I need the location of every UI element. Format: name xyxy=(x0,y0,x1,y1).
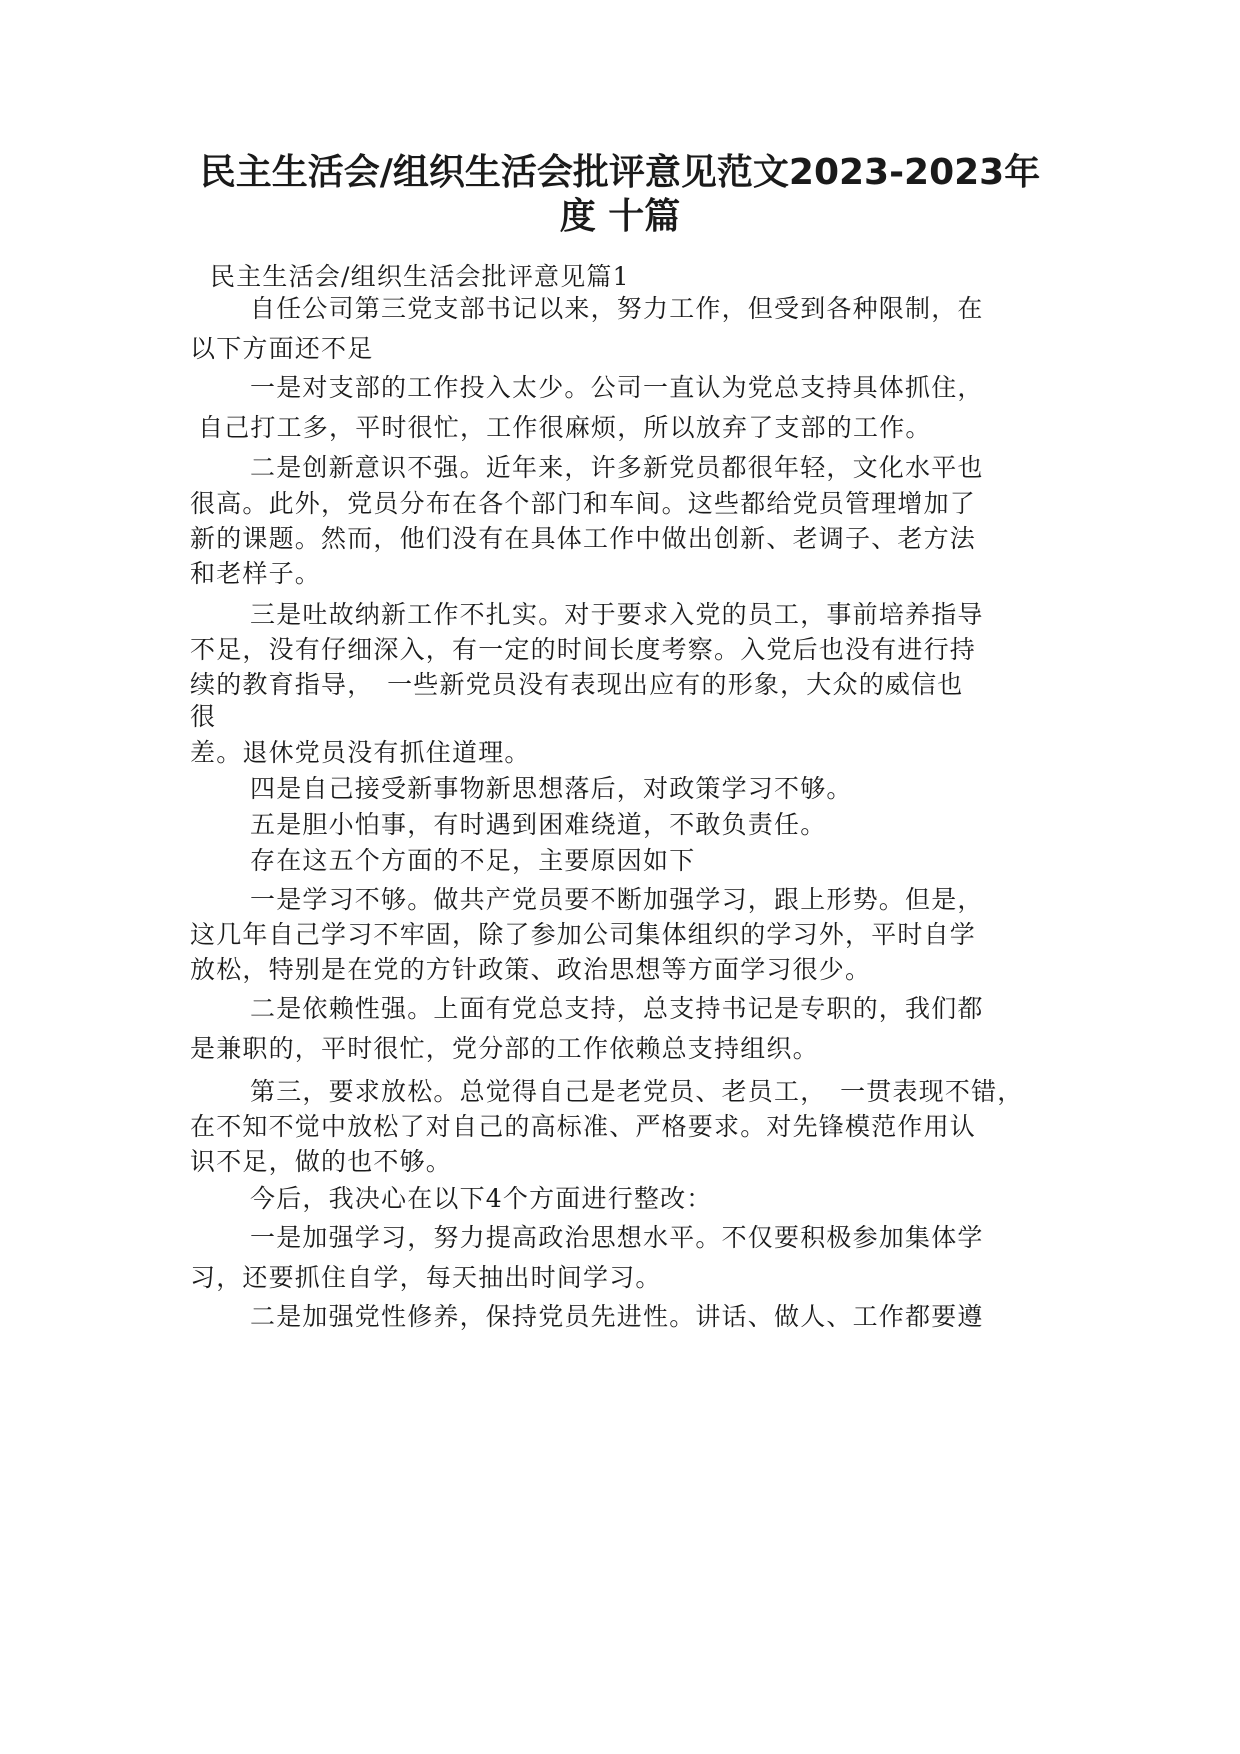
paragraph-line: 这几年自己学习不牢固，除了参加公司集体组织的学习外，平时自学 xyxy=(190,920,977,949)
paragraph-line: 一是加强学习，努力提高政治思想水平。不仅要积极参加集体学 xyxy=(250,1223,984,1252)
paragraph-line: 二是加强党性修养，保持党员先进性。讲话、做人、工作都要遵 xyxy=(250,1302,984,1331)
paragraph-line: 习，还要抓住自学，每天抽出时间学习。 xyxy=(190,1263,662,1292)
paragraph-line: 自任公司第三党支部书记以来，努力工作，但受到各种限制，在 xyxy=(250,294,984,323)
paragraph-line: 三是吐故纳新工作不扎实。对于要求入党的员工，事前培养指导 xyxy=(250,600,984,629)
paragraph-line: 是兼职的，平时很忙，党分部的工作依赖总支持组织。 xyxy=(190,1034,819,1063)
paragraph-line: 不足，没有仔细深入，有一定的时间长度考察。入党后也没有进行持 xyxy=(190,635,977,664)
section-heading: 民主生活会/组织生活会批评意见篇1 xyxy=(210,262,630,291)
paragraph-line: 一是对支部的工作投入太少。公司一直认为党总支持具体抓住， xyxy=(250,373,984,402)
paragraph-line: 第三，要求放松。总觉得自己是老党员、老员工， 一贯表现不错， xyxy=(250,1077,1024,1106)
paragraph-line: 二是创新意识不强。近年来，许多新党员都很年轻，文化水平也 xyxy=(250,453,984,482)
paragraph-line: 以下方面还不足 xyxy=(190,334,374,363)
paragraph-line: 今后，我决心在以下4个方面进行整改： xyxy=(250,1184,713,1213)
paragraph-line: 和老样子。 xyxy=(190,559,322,588)
paragraph-line: 很 xyxy=(190,702,217,731)
paragraph-line: 续的教育指导， 一些新党员没有表现出应有的形象，大众的威信也 xyxy=(190,670,964,699)
paragraph-line: 在不知不觉中放松了对自己的高标准、严格要求。对先锋模范作用认 xyxy=(190,1112,977,1141)
paragraph-line: 很高。此外，党员分布在各个部门和车间。这些都给党员管理增加了 xyxy=(190,489,977,518)
paragraph-line: 放松，特别是在党的方针政策、政治思想等方面学习很少。 xyxy=(190,955,872,984)
document-title-line2: 度 十篇 xyxy=(559,196,681,237)
paragraph-line: 五是胆小怕事，有时遇到困难绕道，不敢负责任。 xyxy=(250,810,827,839)
paragraph-line: 差。退休党员没有抓住道理。 xyxy=(190,738,531,767)
paragraph-line: 识不足，做的也不够。 xyxy=(190,1147,453,1176)
paragraph-line: 新的课题。然而，他们没有在具体工作中做出创新、老调子、老方法 xyxy=(190,524,977,553)
paragraph-line: 二是依赖性强。上面有党总支持，总支持书记是专职的，我们都 xyxy=(250,994,984,1023)
document-title-line1: 民主生活会/组织生活会批评意见范文2023-2023年 xyxy=(199,152,1041,193)
paragraph-line: 自己打工多，平时很忙，工作很麻烦，所以放弃了支部的工作。 xyxy=(198,413,932,442)
paragraph-line: 存在这五个方面的不足，主要原因如下 xyxy=(250,846,696,875)
paragraph-line: 四是自己接受新事物新思想落后，对政策学习不够。 xyxy=(250,774,853,803)
paragraph-line: 一是学习不够。做共产党员要不断加强学习，跟上形势。但是， xyxy=(250,885,984,914)
